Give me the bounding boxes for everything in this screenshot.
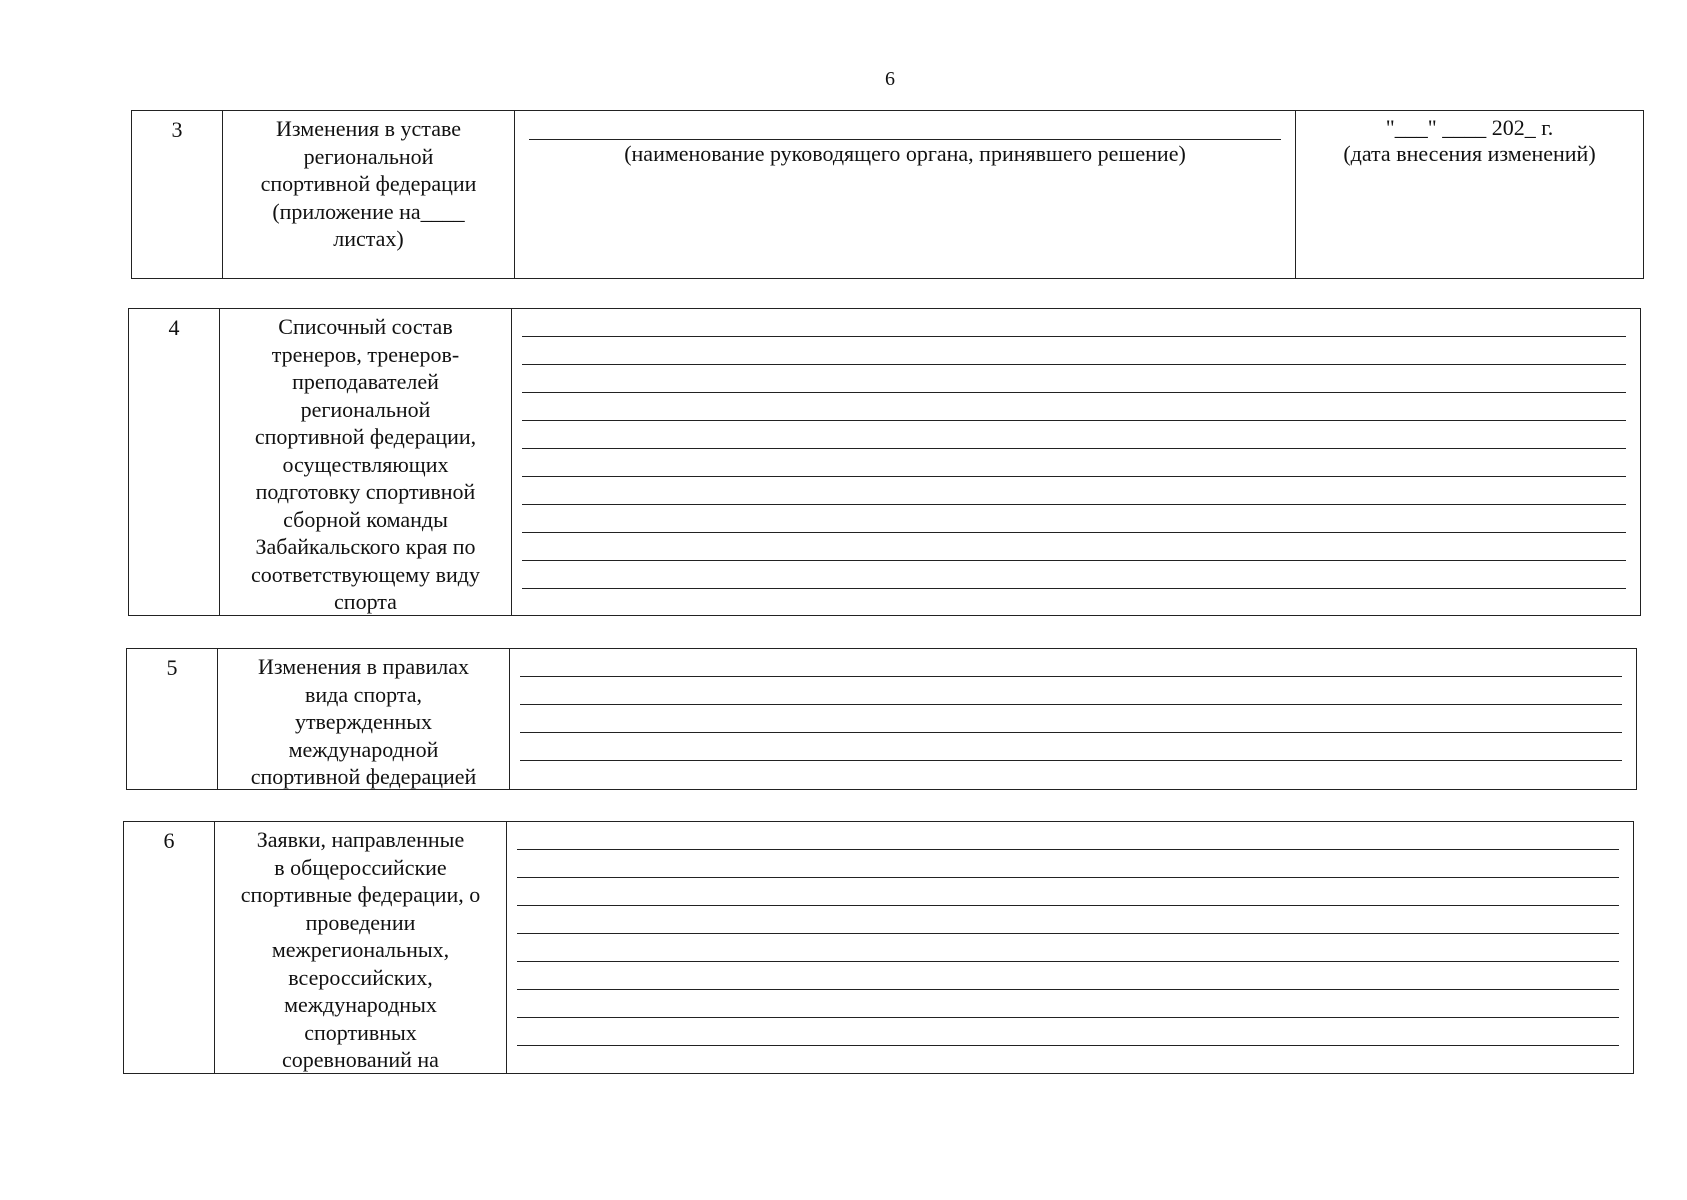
fill-line	[522, 392, 1626, 393]
fill-line	[520, 760, 1622, 761]
fill-line	[522, 588, 1626, 589]
row-description: Заявки, направленные в общероссийские спортивные федерации, о проведении межрегиональных, всероссийских, международных спортивных соревнований на	[215, 822, 507, 1073]
row-description: Изменения в уставе региональной спортивной федерации (приложение на____ листах)	[223, 111, 515, 278]
fill-line	[522, 560, 1626, 561]
fill-line	[522, 504, 1626, 505]
row-number: 6	[124, 822, 215, 1073]
fill-line	[522, 420, 1626, 421]
page-number: 6	[885, 68, 895, 90]
fill-line	[522, 364, 1626, 365]
row-description: Списочный состав тренеров, тренеров- преподавателей региональной спортивной федерации, осуществляющих подготовку спортивной сборной команды Забайкальского края по соответствующему виду спорта	[220, 309, 512, 615]
row-number: 4	[129, 309, 220, 615]
fill-line	[517, 933, 1619, 934]
fill-line	[522, 336, 1626, 337]
fill-line	[522, 532, 1626, 533]
fill-line	[517, 877, 1619, 878]
row-number: 3	[132, 111, 223, 278]
date-caption: (дата внесения изменений)	[1343, 141, 1596, 166]
rules-changes-field[interactable]	[510, 649, 1636, 789]
fill-line	[517, 961, 1619, 962]
organ-fill-line	[529, 139, 1281, 140]
trainers-list-field[interactable]	[512, 309, 1640, 615]
fill-line	[520, 732, 1622, 733]
date-value: "___" ____ 202_ г.	[1385, 115, 1554, 140]
applications-field[interactable]	[507, 822, 1633, 1073]
fill-line	[517, 1017, 1619, 1018]
organ-caption: (наименование руководящего органа, принявшего решение)	[624, 141, 1186, 166]
organ-field[interactable]	[515, 111, 1296, 278]
row-number: 5	[127, 649, 218, 789]
date-field[interactable]	[1296, 111, 1643, 278]
table-row-5	[126, 648, 1637, 790]
fill-line	[522, 448, 1626, 449]
table-row-3	[131, 110, 1644, 279]
fill-line	[522, 476, 1626, 477]
fill-line	[520, 704, 1622, 705]
table-row-6	[123, 821, 1634, 1074]
fill-line	[517, 1045, 1619, 1046]
table-row-4	[128, 308, 1641, 616]
fill-line	[517, 989, 1619, 990]
fill-line	[517, 849, 1619, 850]
fill-line	[517, 905, 1619, 906]
row-description: Изменения в правилах вида спорта, утвержденных международной спортивной федерацией	[218, 649, 510, 789]
fill-line	[520, 676, 1622, 677]
